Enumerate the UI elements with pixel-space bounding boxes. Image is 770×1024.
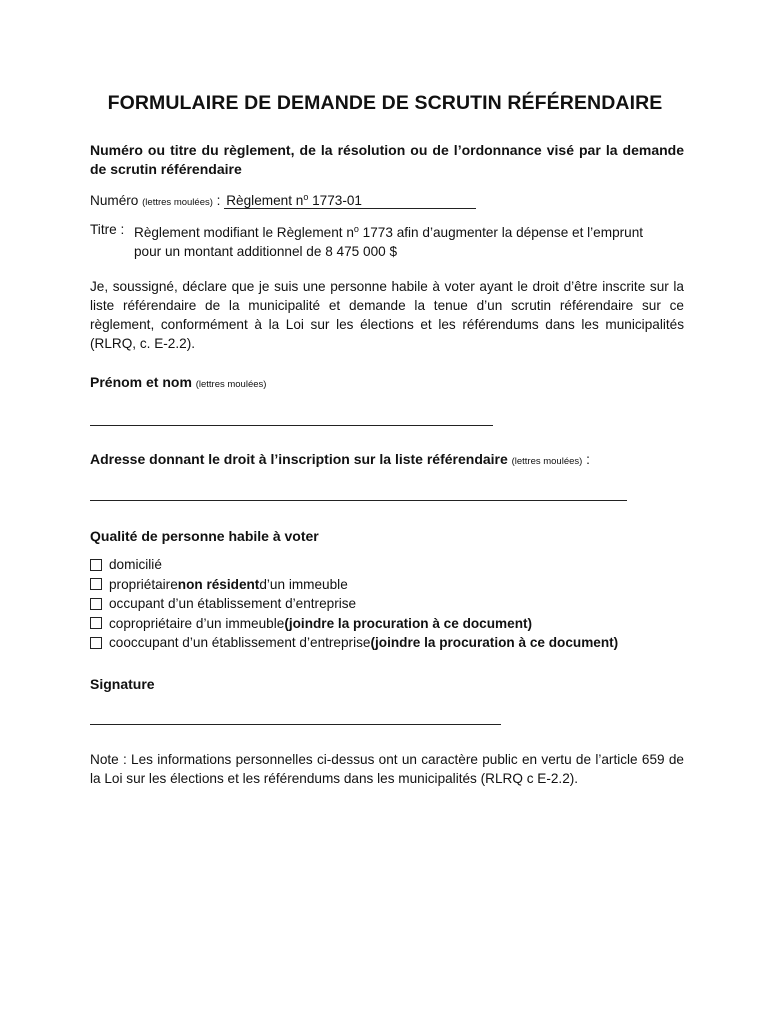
checkbox[interactable] [90, 598, 102, 610]
prenom-nom-note: (lettres moulées) [195, 379, 267, 390]
option-text: propriétaire [109, 576, 178, 592]
privacy-note: Note : Les informations personnelles ci-dessus ont un caractère public en vertu de l’article 659 de la Loi sur les élections et les référendums dans les municipalités (RLRQ c E-2.2). [90, 752, 684, 786]
titre-line1-prefix: Règlement modifiant le Règlement n [134, 225, 354, 240]
numero-row [90, 190, 684, 212]
checkbox[interactable] [90, 578, 102, 590]
option-bold-text: (joindre la procuration à ce document) [370, 635, 619, 651]
titre-label: Titre : [90, 222, 125, 237]
qualite-option[interactable] [90, 575, 684, 595]
adresse-colon: : [582, 452, 590, 467]
titre-text [134, 220, 684, 261]
adresse-line[interactable] [90, 500, 627, 501]
qualite-option[interactable] [90, 594, 684, 614]
qualite-option[interactable] [90, 633, 684, 653]
prenom-nom-line[interactable] [90, 425, 493, 426]
numero-label: Numéro [90, 193, 139, 208]
checkbox[interactable] [90, 637, 102, 649]
option-text: domicilié [109, 557, 162, 573]
qualite-heading-row [90, 527, 684, 546]
titre-line1-suffix: 1773 afin d’augmenter la dépense et l’emprunt [358, 225, 644, 240]
numero-value-prefix: Règlement n [226, 193, 304, 208]
signature-heading-row [90, 675, 684, 694]
option-text-post: d’un immeuble [259, 576, 348, 592]
numero-value-sup: o [303, 192, 309, 202]
checkbox[interactable] [90, 559, 102, 571]
prenom-nom-heading-row [90, 373, 684, 394]
form-title: FORMULAIRE DE DEMANDE DE SCRUTIN RÉFÉRENDAIRE [107, 92, 663, 114]
option-text: cooccupant d’un établissement d’entreprise [109, 635, 371, 651]
signature-heading: Signature [90, 676, 155, 692]
option-text: occupant d’un établissement d’entreprise [109, 596, 357, 612]
option-bold-text: non résident [177, 576, 260, 592]
adresse-heading: Adresse donnant le droit à l’inscription sur la liste référendaire [90, 451, 508, 467]
numero-field[interactable] [224, 190, 476, 209]
titre-line2: pour un montant additionnel de 8 475 000 $ [134, 244, 398, 259]
titre-line1-sup: o [353, 224, 359, 234]
checkbox[interactable] [90, 617, 102, 629]
numero-colon: : [216, 193, 225, 208]
prenom-nom-heading: Prénom et nom [90, 374, 192, 390]
qualite-option[interactable] [90, 614, 684, 634]
qualite-heading: Qualité de personne habile à voter [90, 528, 319, 544]
qualite-option[interactable] [90, 555, 684, 575]
option-bold-text: (joindre la procuration à ce document) [284, 615, 533, 631]
adresse-heading-row [90, 450, 684, 471]
qualite-options [90, 555, 684, 653]
adresse-note: (lettres moulées) [511, 456, 583, 467]
declaration-text: Je, soussigné, déclare que je suis une personne habile à voter ayant le droit d’être inscrite sur la liste référendaire de la municipalité et demande la tenue d’un scrutin référendaire sur ce règlement, conformément à la Loi sur les élections et les référendums dans les municipalités (RLRQ, c. E-2.2). [90, 279, 684, 351]
option-text: copropriétaire d’un immeuble [109, 615, 285, 631]
numero-value-suffix: 1773-01 [308, 193, 362, 208]
signature-line[interactable] [90, 724, 501, 725]
titre-row [90, 220, 684, 261]
numero-lettres-moulees: (lettres moulées) [142, 197, 213, 208]
reglement-heading: Numéro ou titre du règlement, de la résolution ou de l’ordonnance visé par la demande de scrutin référendaire [90, 142, 684, 177]
